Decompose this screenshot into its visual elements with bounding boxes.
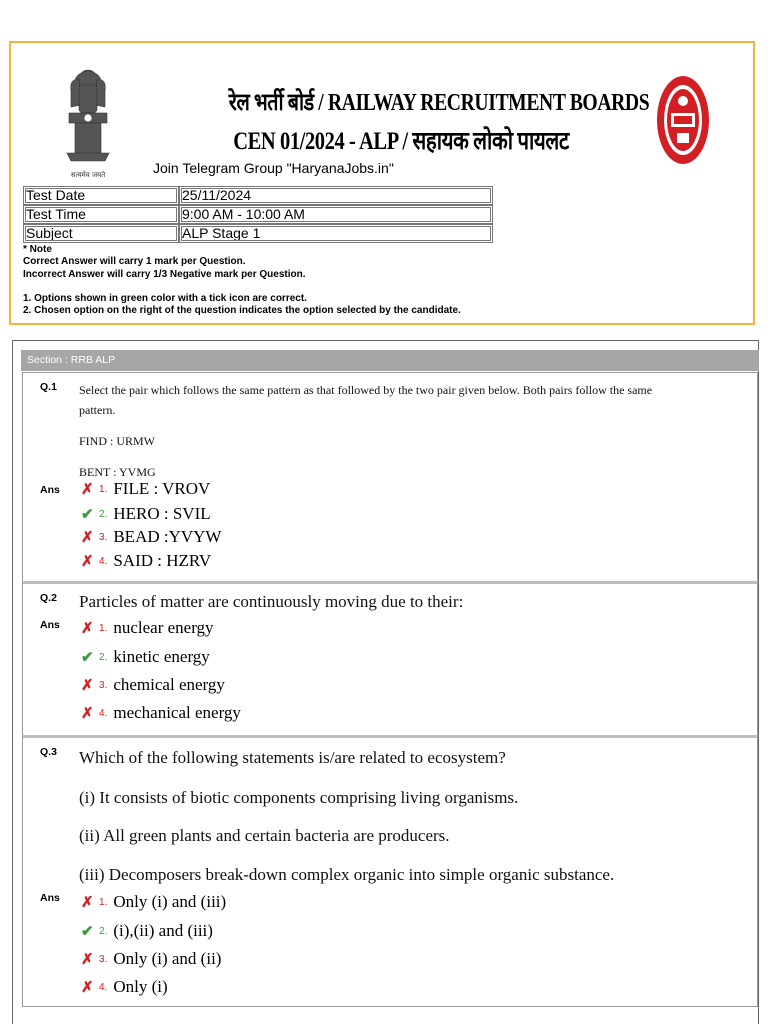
question-text: Select the pair which follows the same pattern as that followed by the two pair given below. Both pairs follow the same — [79, 383, 653, 397]
cross-icon: ✗ — [81, 553, 94, 570]
option-item — [81, 479, 210, 501]
detail-label: Test Time — [23, 205, 179, 224]
option-number: 2. — [99, 651, 108, 663]
option-number: 2. — [99, 508, 108, 520]
board-title: रेल भर्ती बोर्ड / RAILWAY RECRUITMENT BOARDS — [228, 90, 650, 116]
question-card — [22, 581, 758, 736]
telegram-note: Join Telegram Group "HaryanaJobs.in" — [153, 160, 394, 176]
detail-value: 25/11/2024 — [179, 186, 493, 205]
test-details-table — [23, 186, 493, 243]
question-number: Q.1 — [40, 381, 57, 393]
option-text: nuclear energy — [113, 618, 214, 637]
detail-value: 9:00 AM - 10:00 AM — [179, 205, 493, 224]
question-text: Particles of matter are continuously moving due to their: — [79, 592, 464, 611]
option-number: 4. — [99, 555, 108, 567]
question-card — [22, 735, 758, 1007]
check-icon: ✔ — [81, 923, 94, 940]
cross-icon: ✗ — [81, 705, 94, 722]
option-number: 1. — [99, 622, 108, 634]
note-heading: * Note — [23, 244, 52, 255]
cross-icon: ✗ — [81, 951, 94, 968]
table-row — [23, 224, 493, 243]
option-number: 1. — [99, 483, 108, 495]
emblem-caption: सत्यमेव जयते — [70, 171, 106, 179]
check-icon: ✔ — [81, 506, 94, 523]
option-text: SAID : HZRV — [113, 551, 212, 570]
option-text: FILE : VROV — [113, 479, 211, 498]
cross-icon: ✗ — [81, 529, 94, 546]
question-text: BENT : YVMG — [79, 465, 156, 479]
header-box — [9, 41, 755, 325]
detail-label: Subject — [23, 224, 179, 243]
option-item — [81, 504, 211, 526]
cross-icon: ✗ — [81, 677, 94, 694]
table-row — [23, 186, 493, 205]
cross-icon: ✗ — [81, 894, 94, 911]
marking-note — [23, 244, 461, 317]
option-item — [81, 977, 168, 999]
cross-icon: ✗ — [81, 979, 94, 996]
option-number: 2. — [99, 925, 108, 937]
question-number: Q.3 — [40, 746, 57, 758]
option-item — [81, 527, 221, 549]
note-line: Correct Answer will carry 1 mark per Question. — [23, 256, 246, 268]
answer-label: Ans — [40, 619, 60, 631]
question-text: (iii) Decomposers break-down complex organic into simple organic substance. — [79, 865, 615, 884]
answer-label: Ans — [40, 484, 60, 496]
option-number: 3. — [99, 953, 108, 965]
cross-icon: ✗ — [81, 620, 94, 637]
option-item — [81, 551, 211, 573]
option-item — [81, 949, 221, 971]
option-text: kinetic energy — [113, 647, 210, 666]
option-text: mechanical energy — [113, 703, 241, 722]
option-text: BEAD :YVYW — [113, 527, 222, 546]
section-header: Section : RRB ALP — [21, 350, 759, 371]
note-line: Incorrect Answer will carry 1/3 Negative mark per Question. — [23, 268, 306, 280]
option-item — [81, 703, 241, 725]
option-number: 1. — [99, 896, 108, 908]
note-line: 1. Options shown in green color with a tick icon are correct. — [23, 292, 307, 304]
check-icon: ✔ — [81, 649, 94, 666]
cross-icon: ✗ — [81, 481, 94, 498]
option-item — [81, 675, 225, 697]
option-text: Only (i) and (iii) — [113, 892, 227, 911]
answer-label: Ans — [40, 892, 60, 904]
table-row — [23, 205, 493, 224]
question-number: Q.2 — [40, 592, 57, 604]
option-item — [81, 647, 210, 669]
national-emblem-icon — [63, 65, 113, 181]
detail-label: Test Date — [23, 186, 179, 205]
option-item — [81, 921, 213, 943]
option-text: Only (i) and (ii) — [113, 949, 222, 968]
question-text: pattern. — [79, 403, 116, 417]
question-text: (i) It consists of biotic components comprising living organisms. — [79, 788, 519, 807]
option-number: 3. — [99, 679, 108, 691]
question-text: Which of the following statements is/are related to ecosystem? — [79, 748, 506, 767]
option-text: chemical energy — [113, 675, 225, 694]
exam-title: CEN 01/2024 - ALP / सहायक लोको पायलट — [233, 128, 569, 155]
note-line: 2. Chosen option on the right of the question indicates the option selected by the candidate. — [23, 305, 461, 317]
option-number: 4. — [99, 707, 108, 719]
option-item — [81, 618, 214, 640]
detail-value: ALP Stage 1 — [179, 224, 493, 243]
option-text: (i),(ii) and (iii) — [113, 921, 213, 940]
indian-railways-logo-icon — [655, 73, 711, 167]
question-text: (ii) All green plants and certain bacteria are producers. — [79, 826, 450, 845]
option-item — [81, 892, 226, 914]
option-number: 4. — [99, 981, 108, 993]
option-text: HERO : SVIL — [113, 504, 211, 523]
question-text: FIND : URMW — [79, 434, 156, 448]
option-number: 3. — [99, 531, 108, 543]
questions-panel — [12, 340, 759, 1024]
option-text: Only (i) — [113, 977, 168, 996]
question-card — [22, 372, 758, 582]
